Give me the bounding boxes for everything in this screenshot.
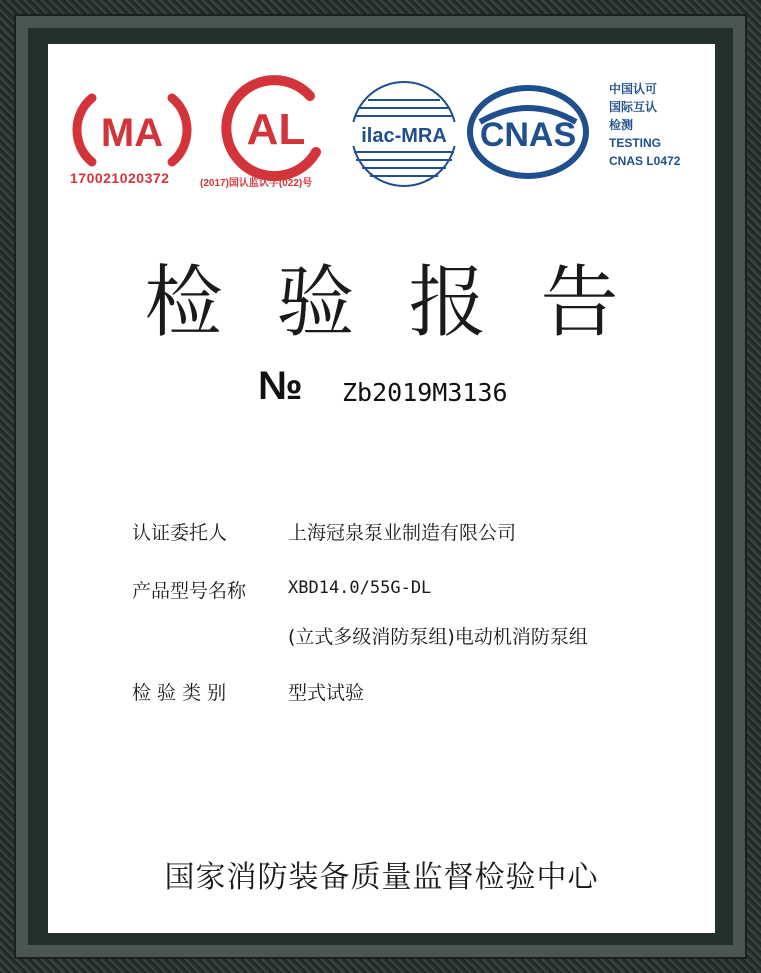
report-number: Zb2019M3136 bbox=[342, 378, 508, 407]
cnas-line: 检测 bbox=[609, 118, 634, 132]
product-name-value: (立式多级消防泵组)电动机消防泵组 bbox=[288, 626, 588, 648]
cnas-line: TESTING bbox=[609, 136, 662, 150]
svg-text:CNAS: CNAS bbox=[479, 116, 577, 154]
report-cover-page bbox=[48, 44, 715, 933]
cal-certificate-number: (2017)国认监认字(022)号 bbox=[200, 178, 313, 189]
svg-text:MA: MA bbox=[100, 111, 164, 155]
cnas-line: CNAS L0472 bbox=[609, 154, 681, 168]
issuing-organization: 国家消防装备质量监督检验中心 bbox=[164, 860, 599, 895]
cal-logo bbox=[218, 68, 334, 184]
client-value: 上海冠泉泵业制造有限公司 bbox=[288, 522, 517, 544]
cma-certificate-number: 170021020372 bbox=[70, 170, 170, 186]
ilac-mra-logo bbox=[348, 78, 460, 190]
product-model-label: 产品型号名称 bbox=[132, 580, 247, 602]
product-model-value: XBD14.0/55G-DL bbox=[288, 578, 432, 598]
cnas-line: 中国认可 bbox=[609, 82, 658, 96]
cma-logo bbox=[72, 84, 192, 174]
number-sign: № bbox=[258, 364, 303, 408]
report-title: 检验报告 bbox=[144, 258, 673, 348]
cnas-line: 国际互认 bbox=[609, 100, 658, 114]
svg-text:AL: AL bbox=[246, 105, 306, 154]
client-label: 认证委托人 bbox=[132, 522, 228, 544]
inspection-type-label: 检 验 类 别 bbox=[132, 682, 227, 704]
svg-text:ilac-MRA: ilac-MRA bbox=[361, 125, 447, 147]
cnas-accreditation-text bbox=[609, 80, 709, 170]
cnas-logo bbox=[466, 84, 590, 180]
inspection-type-value: 型式试验 bbox=[288, 682, 365, 704]
